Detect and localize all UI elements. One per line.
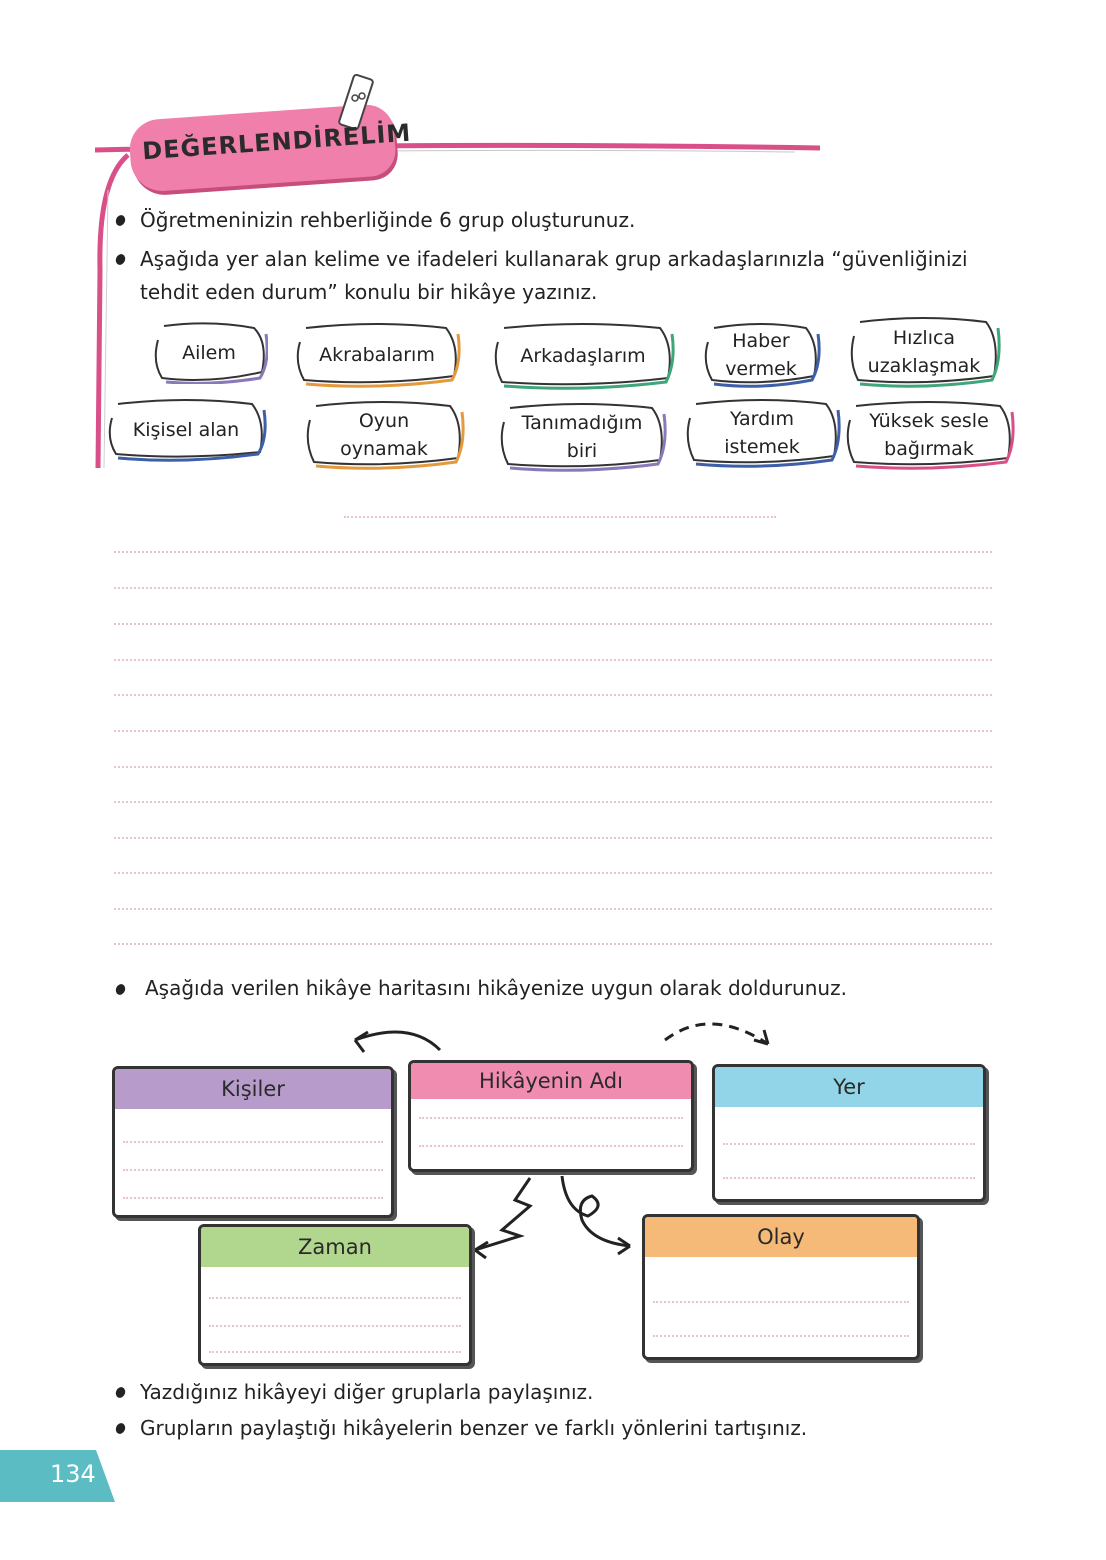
word-card-text (340, 407, 428, 463)
answer-line[interactable] (419, 1117, 683, 1119)
story-map-event[interactable] (642, 1214, 920, 1360)
word-card-kisisel-alan (104, 398, 268, 462)
writing-line[interactable] (114, 908, 992, 910)
answer-line[interactable] (209, 1351, 461, 1353)
line-2: oynamak (340, 438, 428, 460)
word-card-text: Akrabalarım (319, 344, 435, 366)
bullet-icon (114, 1422, 127, 1436)
characters-label: Kişiler (221, 1077, 285, 1101)
word-card-yardim-istemek (682, 398, 842, 468)
time-header (201, 1227, 469, 1267)
writing-line[interactable] (114, 943, 992, 945)
writing-line[interactable] (114, 801, 992, 803)
answer-line[interactable] (209, 1297, 461, 1299)
page-number: 134 (50, 1460, 96, 1488)
word-card-text (724, 405, 800, 461)
word-card-haber-vermek (700, 322, 822, 388)
word-card-text: Kişisel alan (132, 419, 240, 441)
line-1: Yüksek sesle (869, 410, 989, 432)
answer-line[interactable] (123, 1197, 383, 1199)
answer-line[interactable] (123, 1141, 383, 1143)
writing-line[interactable] (114, 837, 992, 839)
word-card-akrabalarim (292, 322, 462, 388)
story-map-title[interactable] (408, 1060, 694, 1172)
line-2: bağırmak (884, 438, 974, 460)
instruction-story-map: Aşağıda verilen hikâye haritasını hikâyenize uygun olarak doldurunuz. (145, 976, 847, 1000)
word-card-yuksek-sesle-bagirmak (842, 400, 1016, 470)
writing-line[interactable] (114, 872, 992, 874)
instruction-groups: Öğretmeninizin rehberliğinde 6 grup oluşturunuz. (140, 208, 636, 232)
line-2: uzaklaşmak (867, 355, 981, 377)
bullet-icon (114, 983, 127, 997)
place-label: Yer (833, 1075, 865, 1099)
title-writing-line[interactable] (344, 516, 776, 518)
line-2: istemek (724, 436, 800, 458)
line-2: biri (566, 440, 598, 462)
answer-line[interactable] (723, 1177, 975, 1179)
word-card-tanimadigim-biri (496, 402, 668, 472)
line-1: Oyun (358, 410, 410, 432)
answer-line[interactable] (123, 1169, 383, 1171)
writing-line[interactable] (114, 694, 992, 696)
word-card-text: Arkadaşlarım (520, 345, 646, 367)
title-label: Hikâyenin Adı (479, 1069, 623, 1093)
writing-line[interactable] (114, 659, 992, 661)
answer-line[interactable] (653, 1335, 909, 1337)
word-card-oyun-oynamak (302, 400, 466, 470)
writing-line[interactable] (114, 766, 992, 768)
instruction-story-line2: tehdit eden durum” konulu bir hikâye yazınız. (140, 280, 598, 304)
section-title: DEĞERLENDİRELİM (141, 118, 413, 166)
writing-line[interactable] (114, 587, 992, 589)
writing-line[interactable] (114, 730, 992, 732)
answer-line[interactable] (419, 1145, 683, 1147)
answer-line[interactable] (653, 1301, 909, 1303)
title-header (411, 1063, 691, 1099)
word-card-text (725, 327, 797, 383)
time-label: Zaman (298, 1235, 372, 1259)
answer-line[interactable] (209, 1325, 461, 1327)
word-card-text (868, 324, 981, 380)
event-label: Olay (757, 1225, 805, 1249)
story-map-place[interactable] (712, 1064, 986, 1202)
writing-line[interactable] (114, 623, 992, 625)
event-header (645, 1217, 917, 1257)
line-1: Tanımadığım (521, 412, 643, 434)
bullet-icon (114, 1386, 127, 1400)
instruction-story-line1: Aşağıda yer alan kelime ve ifadeleri kullanarak grup arkadaşlarınızla “güvenliğinizi (140, 247, 968, 271)
line-1: Yardım (730, 408, 794, 430)
writing-line[interactable] (114, 551, 992, 553)
characters-header (115, 1069, 391, 1109)
word-card-ailem (150, 322, 268, 384)
answer-line[interactable] (723, 1143, 975, 1145)
story-map-characters[interactable] (112, 1066, 394, 1218)
story-map-time[interactable] (198, 1224, 472, 1366)
word-card-text (522, 409, 643, 465)
word-card-hizlica-uzaklasmak (846, 316, 1002, 388)
line-1: Hızlıca (892, 327, 956, 349)
word-card-text (869, 407, 989, 463)
instruction-share: Yazdığınız hikâyeyi diğer gruplarla paylaşınız. (140, 1380, 594, 1404)
word-card-text: Ailem (182, 342, 236, 364)
word-card-arkadaslarim (490, 322, 676, 390)
place-header (715, 1067, 983, 1107)
line-2: vermek (725, 358, 797, 380)
instruction-discuss: Grupların paylaştığı hikâyelerin benzer ve farklı yönlerini tartışınız. (140, 1416, 808, 1440)
line-1: Haber (732, 330, 790, 352)
